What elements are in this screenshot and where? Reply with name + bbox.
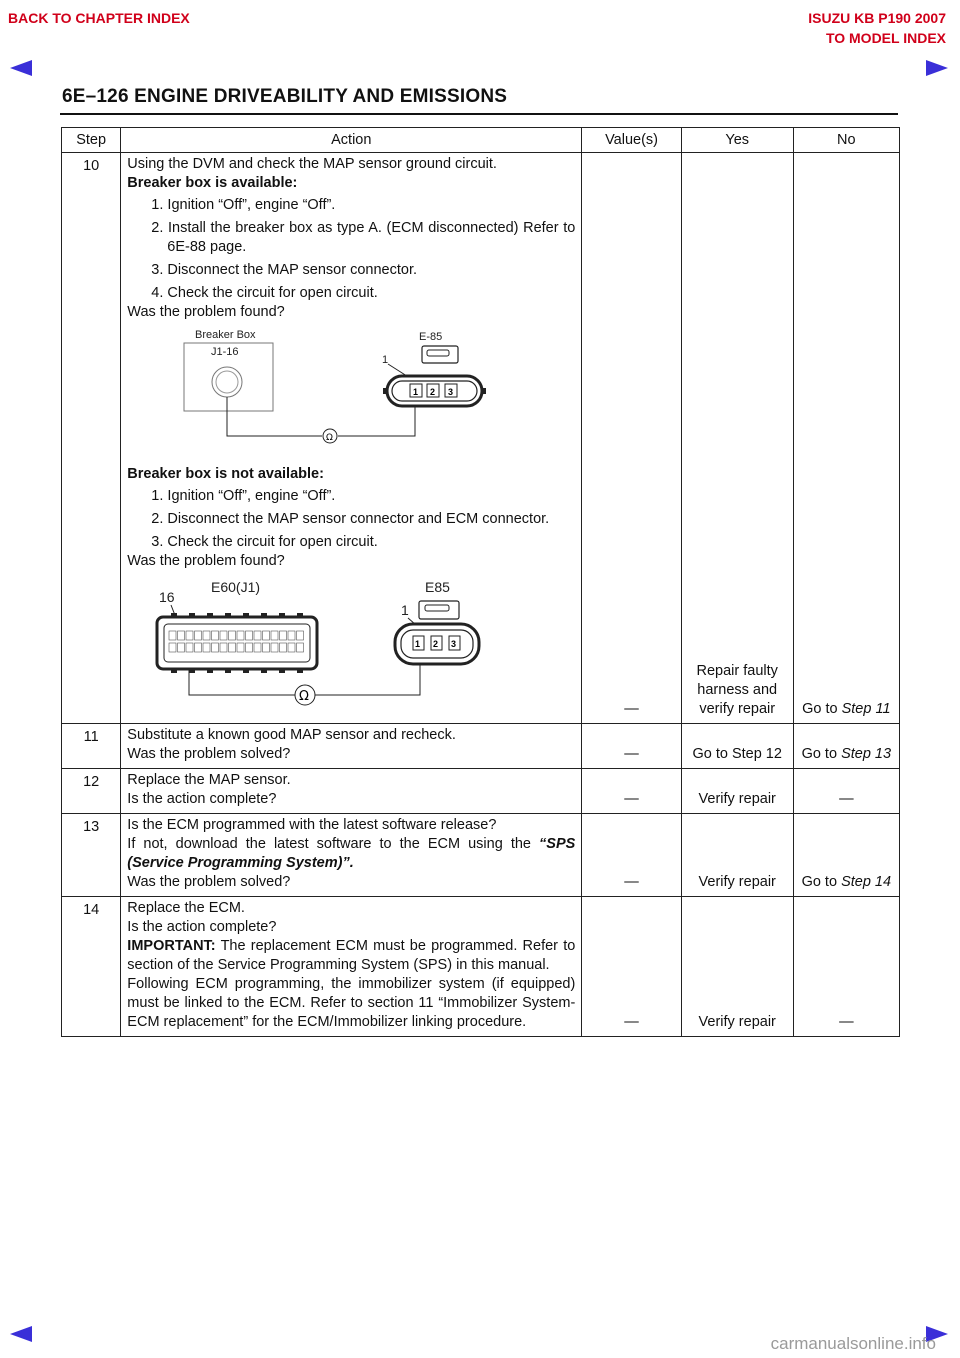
svg-text:Ω: Ω xyxy=(299,689,310,704)
yes-cell: Go to Step 12 xyxy=(681,724,793,769)
back-to-chapter-index-link[interactable]: BACK TO CHAPTER INDEX xyxy=(8,10,190,26)
no-cell: Go to Step 14 xyxy=(793,814,899,897)
ecm-pin xyxy=(288,643,295,652)
list-item: 2. Install the breaker box as type A. (ECM disconnected) Refer to 6E-88 page. xyxy=(151,220,576,255)
list-item: 3. Check the circuit for open circuit. xyxy=(151,534,378,550)
header-yes: Yes xyxy=(681,128,793,153)
table-row xyxy=(62,153,900,724)
ecm-connector-tab xyxy=(297,613,303,617)
ecm-connector-tab xyxy=(207,613,213,617)
ecm-pin xyxy=(220,643,227,652)
svg-text:1: 1 xyxy=(413,387,419,397)
no-cell: Go to Step 11 xyxy=(793,153,899,724)
pin-one-label: 1 xyxy=(382,354,389,366)
ecm-pin xyxy=(229,631,236,640)
yes-cell: Verify repair xyxy=(681,814,793,897)
previous-page-arrow-icon[interactable] xyxy=(10,60,32,76)
watermark: carmanualsonline.info xyxy=(770,1334,936,1353)
header-values: Value(s) xyxy=(582,128,681,153)
svg-text:Ω: Ω xyxy=(326,433,334,443)
list-item: 3. Disconnect the MAP sensor connector. xyxy=(151,262,418,278)
ecm-pin xyxy=(280,643,287,652)
no-cell: — xyxy=(793,769,899,814)
ecm-pin xyxy=(203,643,210,652)
values-cell: — xyxy=(582,814,681,897)
e60-j1-label: E60(J1) xyxy=(211,579,261,595)
ecm-pin xyxy=(246,631,253,640)
action-cell: Substitute a known good MAP sensor and recheck. Was the problem solved? xyxy=(121,724,582,769)
model-title-link[interactable]: ISUZU KB P190 2007 xyxy=(808,10,946,26)
previous-page-arrow-icon[interactable] xyxy=(10,1326,32,1342)
breaker-box-label: Breaker Box xyxy=(195,329,256,341)
ecm-pin xyxy=(186,631,193,640)
step-number: 11 xyxy=(62,724,121,769)
pin-16-label: 16 xyxy=(159,589,175,605)
header-step: Step xyxy=(62,128,121,153)
values-cell: — xyxy=(582,769,681,814)
ecm-connector-tab xyxy=(225,669,231,673)
ecm-connector-tab xyxy=(279,613,285,617)
action-cell: Replace the ECM. Is the action complete? IMPORTANT: The replacement ECM must be programmed. Refer to section of the Service Programming System (SPS) in this manual. Following ECM programming, the immobilizer system (if equipped) must be linked to the ECM. Refer to section 11 “Immobilizer System-ECM replacement” for the ECM/Immobilizer linking procedure. xyxy=(121,897,582,1037)
ecm-pin xyxy=(263,643,270,652)
ecm-connector-tab xyxy=(243,613,249,617)
ecm-pin xyxy=(254,643,261,652)
list-item: 2. Disconnect the MAP sensor connector and ECM connector. xyxy=(151,511,550,527)
title-divider xyxy=(60,113,898,115)
ecm-connector-tab xyxy=(171,669,177,673)
step-intro: Using the DVM and check the MAP sensor ground circuit. xyxy=(127,156,497,172)
next-page-arrow-icon[interactable] xyxy=(926,60,948,76)
header-action: Action xyxy=(121,128,582,153)
j1-16-label: J1-16 xyxy=(211,346,239,358)
e85-label: E-85 xyxy=(419,331,443,343)
ecm-pin xyxy=(229,643,236,652)
ecm-pin xyxy=(178,631,185,640)
step-number: 12 xyxy=(62,769,121,814)
ecm-connector-tab xyxy=(261,613,267,617)
ecm-pin xyxy=(203,631,210,640)
ecm-connector-tab xyxy=(189,669,195,673)
ecm-pin xyxy=(297,643,304,652)
ecm-pin xyxy=(195,643,202,652)
action-cell: Is the ECM programmed with the latest software release? If not, download the latest software to the ECM using the “SPS (Service Programming System)”. Was the problem solved? xyxy=(121,814,582,897)
ecm-connector-tab xyxy=(261,669,267,673)
ecm-pin xyxy=(195,631,202,640)
to-model-index-link[interactable]: TO MODEL INDEX xyxy=(825,30,946,46)
header-no: No xyxy=(793,128,899,153)
svg-text:3: 3 xyxy=(448,387,454,397)
ecm-connector-tab xyxy=(189,613,195,617)
ecm-pin xyxy=(288,631,295,640)
ecm-pin xyxy=(212,631,219,640)
values-cell: — xyxy=(582,153,681,724)
yes-cell: Verify repair xyxy=(681,897,793,1037)
breaker-box-not-available-heading: Breaker box is not available: xyxy=(127,466,324,482)
ecm-pin xyxy=(178,643,185,652)
svg-text:2: 2 xyxy=(430,387,436,397)
ecm-connector-tab xyxy=(279,669,285,673)
ecm-pin xyxy=(263,631,270,640)
step-number: 13 xyxy=(62,814,121,897)
table-row xyxy=(62,724,900,769)
ecm-pin xyxy=(169,643,176,652)
ecm-pin xyxy=(271,643,278,652)
table-header-row xyxy=(62,128,900,153)
ecm-pin xyxy=(246,643,253,652)
question-text: Was the problem found? xyxy=(127,553,285,569)
important-label: IMPORTANT: xyxy=(127,938,216,954)
action-cell xyxy=(121,153,582,724)
ecm-circuit-diagram xyxy=(127,575,575,715)
table-row xyxy=(62,814,900,897)
ecm-pin xyxy=(186,643,193,652)
diagnostic-table xyxy=(61,127,900,1037)
list-item: 1. Ignition “Off”, engine “Off”. xyxy=(151,488,336,504)
ecm-connector-tab xyxy=(243,669,249,673)
ecm-pin xyxy=(169,631,176,640)
ecm-pin xyxy=(237,643,244,652)
svg-text:2: 2 xyxy=(433,639,439,649)
pin-one-label: 1 xyxy=(401,602,410,618)
values-cell: — xyxy=(582,724,681,769)
values-cell: — xyxy=(582,897,681,1037)
step-number: 10 xyxy=(62,153,121,724)
no-cell: Go to Step 13 xyxy=(793,724,899,769)
breaker-box-available-heading: Breaker box is available: xyxy=(127,175,298,191)
action-cell: Replace the MAP sensor. Is the action complete? xyxy=(121,769,582,814)
no-cell: — xyxy=(793,897,899,1037)
ecm-connector-tab xyxy=(225,613,231,617)
sps-reference: “SPS (Service Programming System)”. xyxy=(127,836,576,871)
ecm-connector-tab xyxy=(297,669,303,673)
ecm-pin xyxy=(212,643,219,652)
ecm-pin xyxy=(237,631,244,640)
ecm-pin xyxy=(220,631,227,640)
list-item: 1. Ignition “Off”, engine “Off”. xyxy=(151,197,336,213)
svg-text:1: 1 xyxy=(415,639,421,649)
ecm-pin xyxy=(254,631,261,640)
e85-label: E85 xyxy=(425,579,451,595)
ecm-connector-tab xyxy=(171,613,177,617)
ecm-pin xyxy=(271,631,278,640)
page-title: 6E–126 ENGINE DRIVEABILITY AND EMISSIONS xyxy=(62,86,508,107)
ecm-pin xyxy=(297,631,304,640)
table-row xyxy=(62,897,900,1037)
step-number: 14 xyxy=(62,897,121,1037)
list-item: 4. Check the circuit for open circuit. xyxy=(151,285,378,301)
yes-cell: Repair faulty harness and verify repair xyxy=(681,153,793,724)
svg-text:3: 3 xyxy=(451,639,457,649)
breaker-box-circuit-diagram xyxy=(127,326,575,461)
ecm-pin xyxy=(280,631,287,640)
table-row xyxy=(62,769,900,814)
question-text: Was the problem found? xyxy=(127,304,285,320)
yes-cell: Verify repair xyxy=(681,769,793,814)
ecm-connector-tab xyxy=(207,669,213,673)
